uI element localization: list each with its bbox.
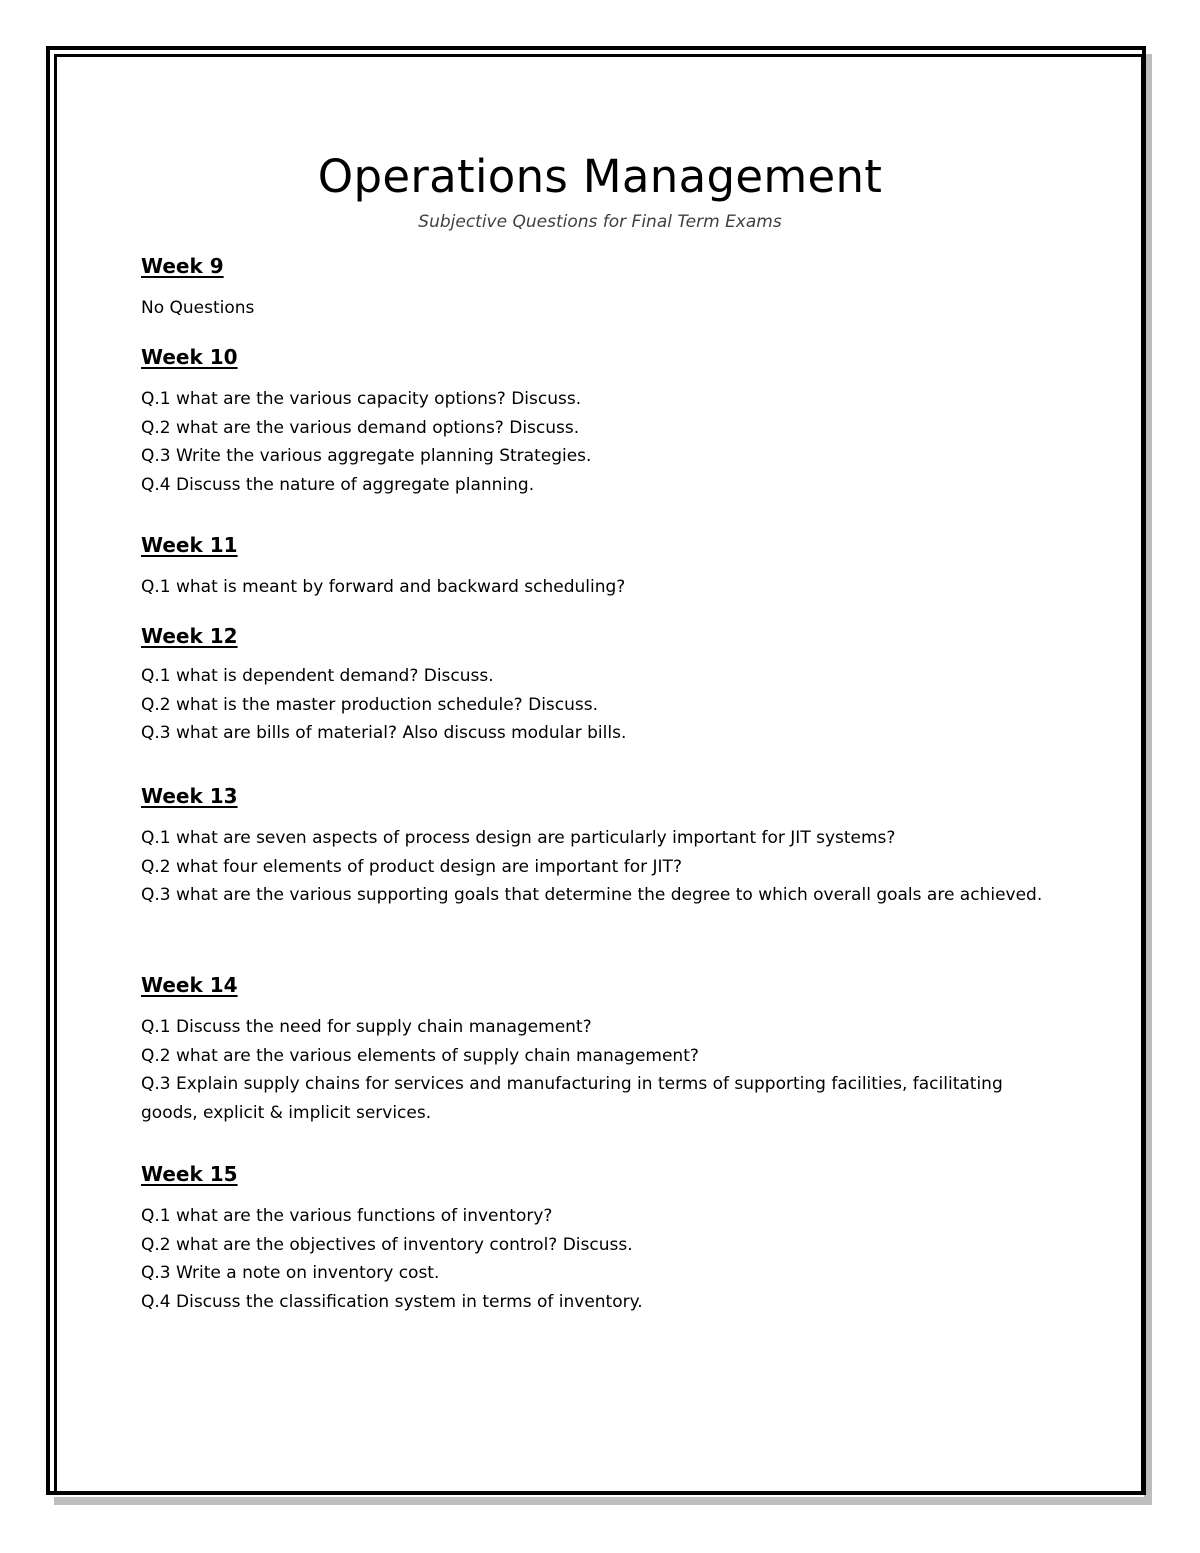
- list-item: Q.2 what are the objectives of inventory control? Discuss.: [141, 1234, 633, 1255]
- list-item: Q.3 what are bills of material? Also discuss modular bills.: [141, 723, 627, 743]
- week-heading: Week 10: [141, 345, 238, 369]
- week-heading: Week 9: [141, 254, 224, 278]
- list-item: Q.4 Discuss the classification system in terms of inventory.: [141, 1291, 643, 1312]
- list-item: Q.3 what are the various supporting goals that determine the degree to which overall goals are achieved.: [141, 885, 1043, 905]
- list-item: Q.2 what four elements of product design are important for JIT?: [141, 856, 682, 877]
- document-title: Operations Management: [317, 150, 883, 203]
- week-heading: Week 11: [141, 533, 238, 557]
- question-list: [141, 662, 1051, 748]
- question-list: [141, 1202, 1051, 1316]
- list-item: Q.2 what is the master production schedule? Discuss.: [141, 694, 599, 715]
- list-item: Q.2 what are the various demand options? Discuss.: [141, 417, 580, 438]
- document-subtitle: Subjective Questions for Final Term Exams: [418, 212, 782, 232]
- question-list: [141, 294, 1051, 323]
- list-item: Q.2 what are the various elements of supply chain management?: [141, 1045, 699, 1066]
- section-week-9: [141, 254, 1051, 323]
- week-heading: Week 14: [141, 973, 238, 997]
- list-item: Q.3 Write a note on inventory cost.: [141, 1263, 440, 1283]
- list-item: Q.1 Discuss the need for supply chain management?: [141, 1017, 592, 1037]
- question-list: [141, 385, 1051, 499]
- list-item: Q.4 Discuss the nature of aggregate planning.: [141, 474, 535, 495]
- section-week-14: [141, 973, 1051, 1127]
- list-item: Q.1 what are the various functions of inventory?: [141, 1206, 553, 1226]
- week-heading: Week 13: [141, 784, 238, 808]
- list-item: Q.3 Explain supply chains for services and manufacturing in terms of supporting facilities, facilitating goods, explicit & implicit services.: [141, 1074, 1003, 1123]
- question-list: [141, 824, 1051, 910]
- section-week-11: [141, 533, 1051, 602]
- section-week-10: [141, 345, 1051, 499]
- question-list: [141, 1013, 1051, 1127]
- list-item: Q.1 what are the various capacity options? Discuss.: [141, 389, 582, 409]
- list-item: Q.1 what is meant by forward and backward scheduling?: [141, 577, 626, 597]
- list-item: Q.3 Write the various aggregate planning Strategies.: [141, 446, 592, 466]
- section-week-15: [141, 1162, 1051, 1316]
- week-heading: Week 12: [141, 624, 238, 648]
- question-list: [141, 573, 1051, 602]
- section-week-12: [141, 624, 1051, 748]
- list-item: Q.1 what are seven aspects of process design are particularly important for JIT systems?: [141, 828, 896, 848]
- list-item: No Questions: [141, 298, 255, 318]
- section-week-13: [141, 784, 1051, 910]
- week-heading: Week 15: [141, 1162, 238, 1186]
- list-item: Q.1 what is dependent demand? Discuss.: [141, 666, 494, 686]
